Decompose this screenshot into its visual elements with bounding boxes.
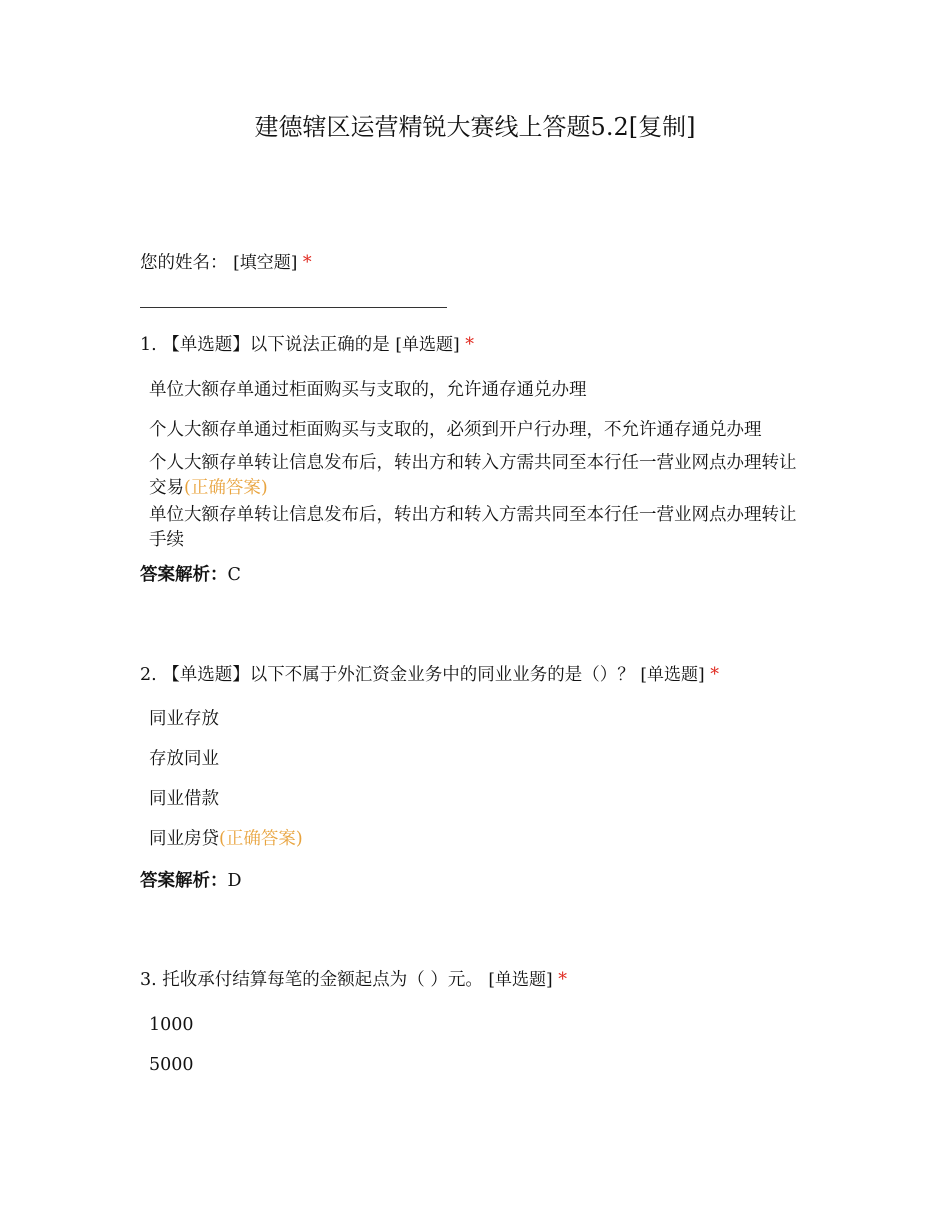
question-1 xyxy=(140,332,820,358)
question-number: 3. xyxy=(140,970,157,990)
question-type-tag: [单选题] xyxy=(395,335,460,355)
question-type-tag: [填空题] xyxy=(233,253,298,273)
required-marker: * xyxy=(302,253,312,273)
option-d-text: 同业房贷 xyxy=(149,829,219,849)
question-3 xyxy=(140,967,820,993)
question-text: 【单选题】以下不属于外汇资金业务中的同业业务的是（）？ xyxy=(162,665,635,685)
name-question xyxy=(140,250,820,276)
option-a[interactable]: 同业存放 xyxy=(149,709,219,729)
option-b[interactable]: 5000 xyxy=(149,1055,194,1075)
option-b[interactable]: 存放同业 xyxy=(149,749,219,769)
answer-label: 答案解析： xyxy=(140,565,228,585)
question-type-tag: [单选题] xyxy=(488,970,553,990)
question-number: 1. xyxy=(140,335,157,355)
correct-answer-marker: (正确答案) xyxy=(184,478,268,498)
required-marker: * xyxy=(558,970,568,990)
answer-value: D xyxy=(227,871,242,891)
name-input-line[interactable] xyxy=(140,307,447,308)
name-label: 您的姓名： xyxy=(140,253,228,273)
question-text: 托收承付结算每笔的金额起点为（ ）元。 xyxy=(162,970,483,990)
question-2 xyxy=(140,662,820,688)
option-b[interactable]: 个人大额存单通过柜面购买与支取的，必须到开户行办理，不允许通存通兑办理 xyxy=(149,420,762,440)
answer-explanation xyxy=(140,868,820,894)
option-c[interactable] xyxy=(149,451,809,501)
answer-explanation xyxy=(140,562,820,588)
option-c[interactable]: 同业借款 xyxy=(149,789,219,809)
option-d[interactable]: 单位大额存单转让信息发布后，转出方和转入方需共同至本行任一营业网点办理转让手续 xyxy=(149,505,797,550)
question-1-title xyxy=(140,332,820,358)
question-2-title xyxy=(140,662,820,688)
required-marker: * xyxy=(465,335,474,355)
option-a[interactable]: 单位大额存单通过柜面购买与支取的，允许通存通兑办理 xyxy=(149,380,587,400)
option-c-text: 个人大额存单转让信息发布后，转出方和转入方需共同至本行任一营业网点办理转让交易 xyxy=(149,453,797,498)
required-marker: * xyxy=(710,665,719,685)
answer-value: C xyxy=(227,565,241,585)
question-text: 【单选题】以下说法正确的是 xyxy=(162,335,390,355)
option-d[interactable] xyxy=(149,827,809,852)
question-number: 2. xyxy=(140,665,157,685)
option-a[interactable]: 1000 xyxy=(149,1015,194,1035)
answer-label: 答案解析： xyxy=(140,871,228,891)
page-title: 建德辖区运营精锐大赛线上答题5.2[复制] xyxy=(254,113,696,141)
question-3-title xyxy=(140,967,820,993)
correct-answer-marker: (正确答案) xyxy=(219,829,303,849)
question-type-tag: [单选题] xyxy=(640,665,705,685)
